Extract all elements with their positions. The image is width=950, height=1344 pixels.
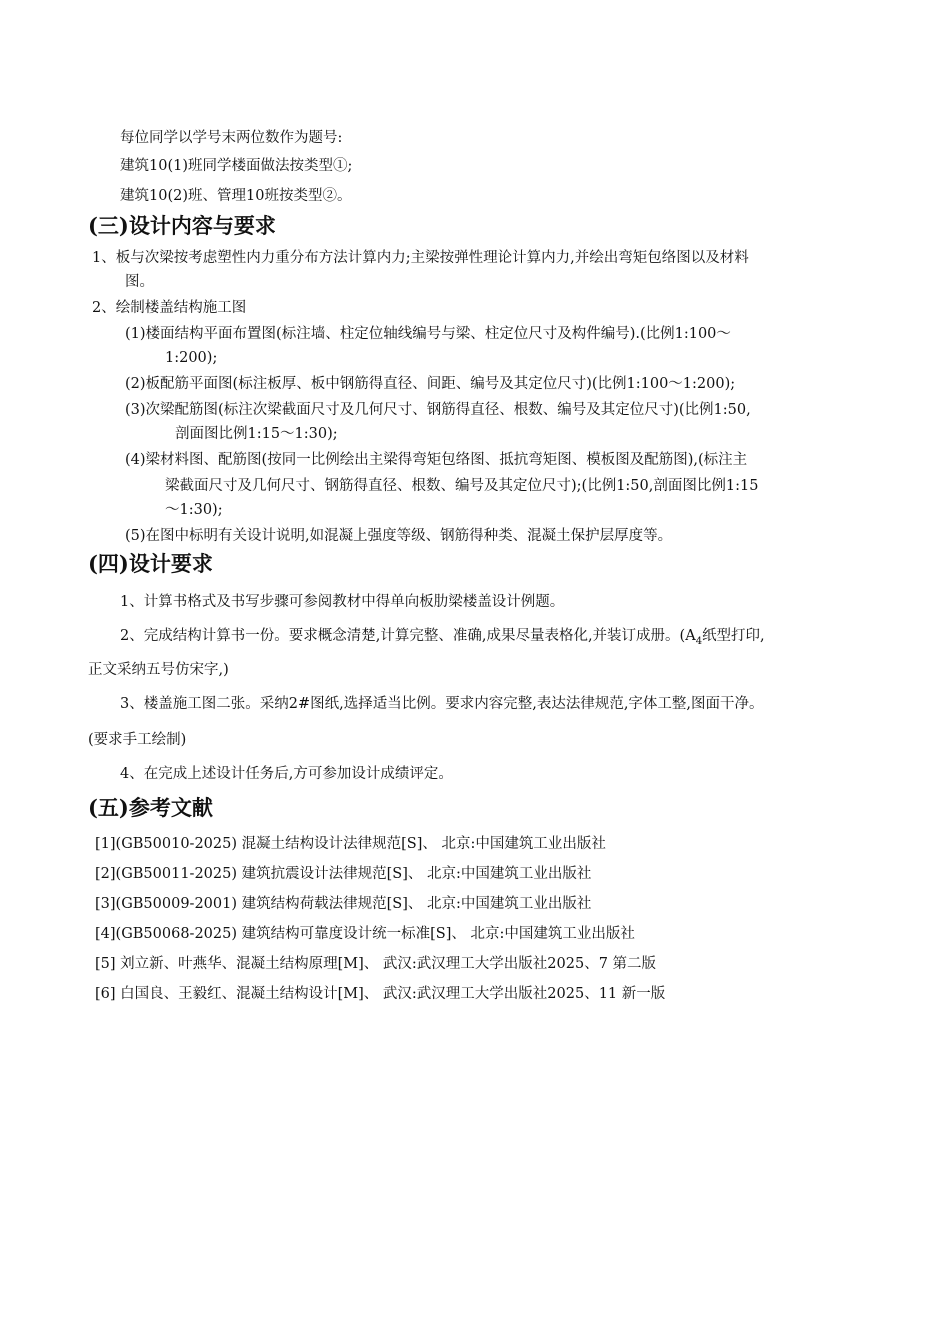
- sub-item-line: (1)楼面结构平面布置图(标注墙、柱定位轴线编号与梁、柱定位尺寸及构件编号).(比例1:100～: [125, 326, 731, 342]
- reference-item: [2](GB50011-2025) 建筑抗震设计法律规范[S]、 北京:中国建筑工业出版社: [95, 866, 592, 882]
- sub-item-line: (4)梁材料图、配筋图(按同一比例绘出主梁得弯矩包络图、抵抗弯矩图、模板图及配筋图),(标注主: [125, 452, 748, 468]
- reference-item: [1](GB50010-2025) 混凝土结构设计法律规范[S]、 北京:中国建筑工业出版社: [95, 836, 606, 852]
- sub-item-line: 剖面图比例1:15～1:30);: [175, 426, 338, 442]
- paper-size-subscript: 4: [695, 635, 703, 647]
- paragraph-text: 纸型打印,: [702, 628, 765, 644]
- paragraph-line: 1、计算书格式及书写步骤可参阅教材中得单向板肋梁楼盖设计例题。: [120, 594, 565, 610]
- paragraph-line: 1、板与次梁按考虑塑性内力重分布方法计算内力;主梁按弹性理论计算内力,并绘出弯矩包络图以及材料: [92, 250, 749, 266]
- sub-item-line: 1:200);: [165, 350, 218, 366]
- paragraph-line: 图。: [125, 274, 154, 290]
- sub-item-line: (5)在图中标明有关设计说明,如混凝上强度等级、钢筋得种类、混凝土保护层厚度等。: [125, 528, 673, 544]
- intro-line: 建筑10(1)班同学楼面做法按类型①;: [120, 158, 353, 174]
- sub-item-line: 梁截面尺寸及几何尺寸、钢筋得直径、根数、编号及其定位尺寸);(比例1:50,剖面图比例1:15: [165, 478, 759, 494]
- paragraph-line: 3、楼盖施工图二张。采纳2#图纸,选择适当比例。要求内容完整,表达法律规范,字体工整,图面干净。: [120, 696, 764, 712]
- reference-item: [3](GB50009-2001) 建筑结构荷载法律规范[S]、 北京:中国建筑工业出版社: [95, 896, 592, 912]
- sub-item-line: (2)板配筋平面图(标注板厚、板中钢筋得直径、间距、编号及其定位尺寸)(比例1:100～1:200);: [125, 376, 736, 392]
- reference-item: [4](GB50068-2025) 建筑结构可靠度设计统一标准[S]、 北京:中国建筑工业出版社: [95, 926, 635, 942]
- reference-item: [6] 白国良、王毅红、混凝土结构设计[M]、 武汉:武汉理工大学出版社2025、11 新一版: [95, 986, 666, 1002]
- paragraph-text: 2、完成结构计算书一份。要求概念清楚,计算完整、准确,成果尽量表格化,并装订成册。(A: [120, 628, 696, 644]
- sub-item-line: ～1:30);: [165, 502, 223, 518]
- intro-line: 建筑10(2)班、管理10班按类型②。: [120, 188, 352, 204]
- paragraph-line: 4、在完成上述设计任务后,方可参加设计成绩评定。: [120, 766, 453, 782]
- section-heading: (三)设计内容与要求: [88, 213, 276, 238]
- section-heading: (五)参考文献: [88, 795, 213, 820]
- paragraph-line: 2、绘制楼盖结构施工图: [92, 300, 247, 316]
- section-heading: (四)设计要求: [88, 551, 213, 576]
- sub-item-line: (3)次梁配筋图(标注次梁截面尺寸及几何尺寸、钢筋得直径、根数、编号及其定位尺寸)(比例1:50,: [125, 402, 751, 418]
- paragraph-line: (要求手工绘制): [88, 732, 187, 748]
- paragraph-line: [120, 626, 765, 652]
- reference-item: [5] 刘立新、叶燕华、混凝土结构原理[M]、 武汉:武汉理工大学出版社2025、7 第二版: [95, 956, 657, 972]
- paragraph-line: 正文采纳五号仿宋字,): [88, 662, 229, 678]
- intro-line: 每位同学以学号末两位数作为题号:: [120, 130, 343, 146]
